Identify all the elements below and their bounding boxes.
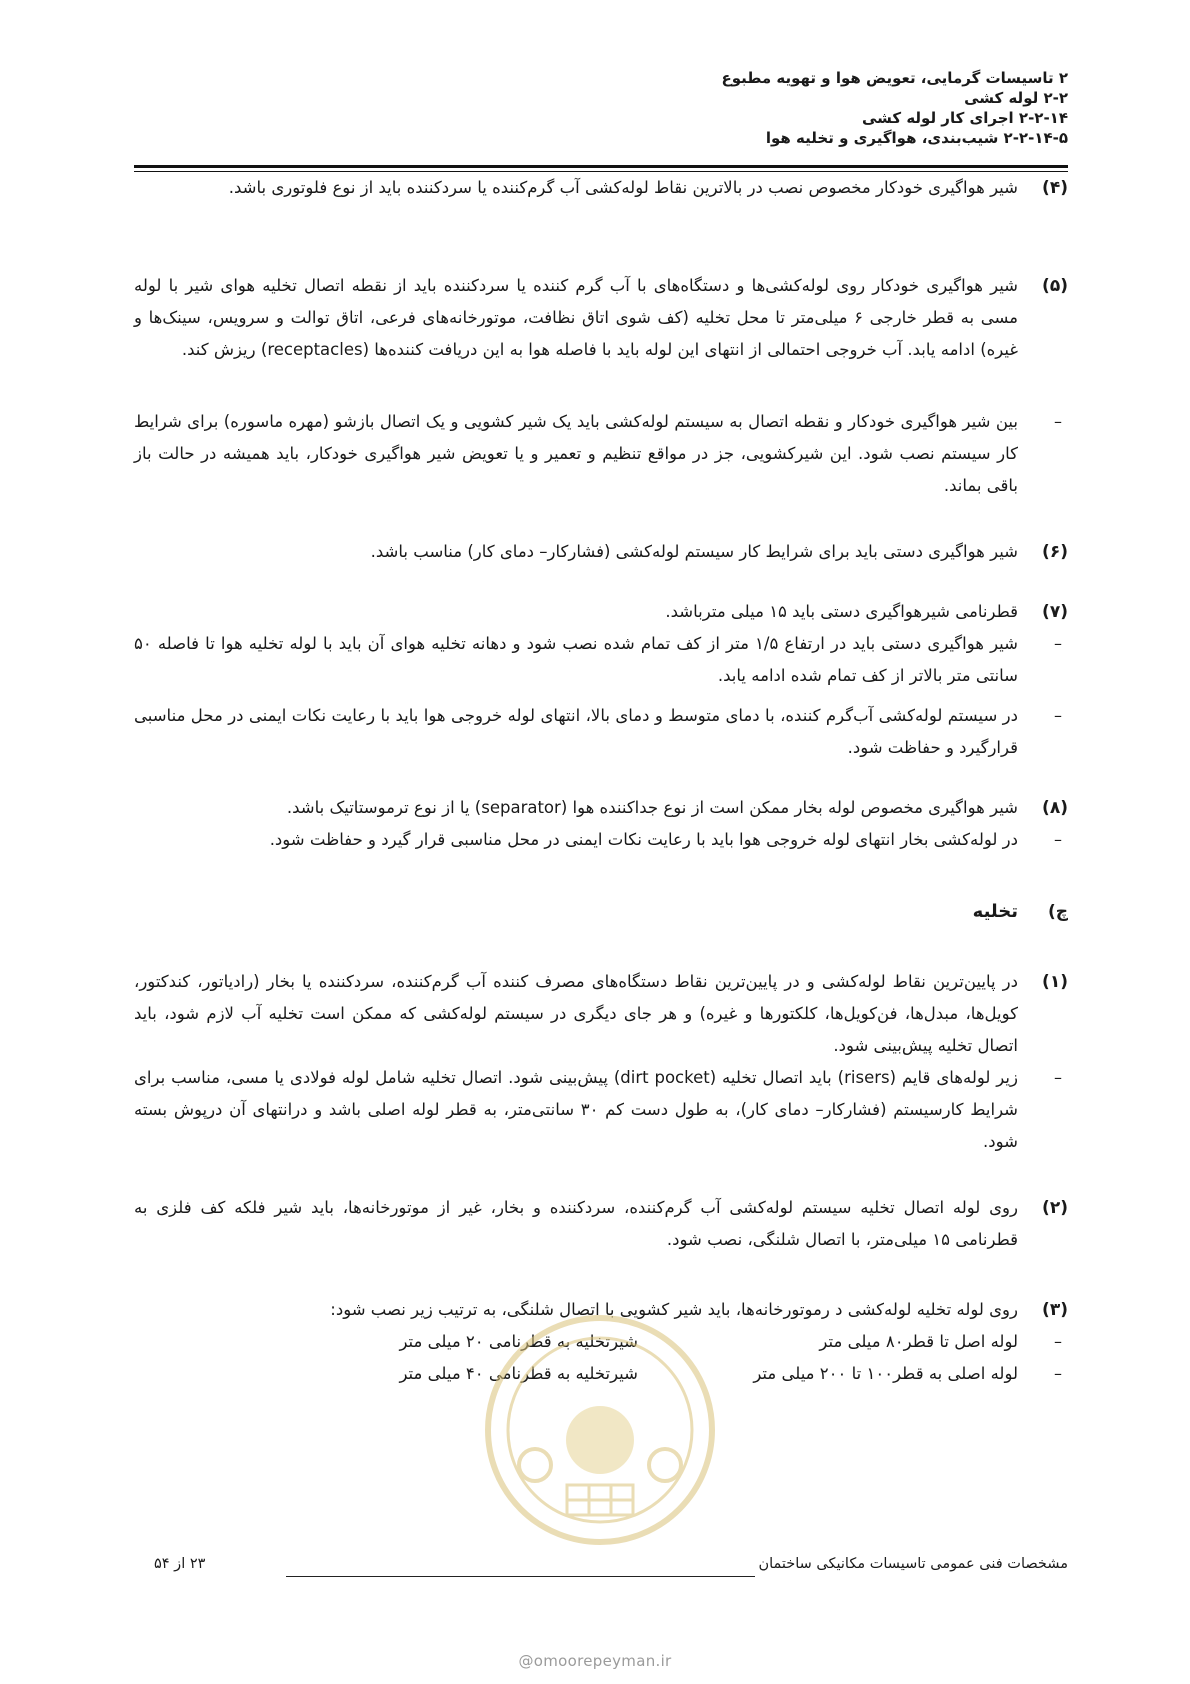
item-7 [134, 596, 1068, 628]
header-subsection: ۲-۲-۱۴ اجرای کار لوله کشی [861, 109, 1068, 127]
item-text: روی لوله اتصال تخلیه سیستم لوله‌کشی آب گرم‌کننده، سردکننده و بخار، غیر از موتورخانه‌ها، باید شیر فلکه کف فلزی به قطرنامی ۱۵ میلی‌متر، با اتصال شلنگی، نصب شود. [134, 1198, 1018, 1249]
item-number: (۳) [1042, 1300, 1068, 1320]
item-text: در پایین‌ترین نقاط لوله‌کشی و در پایین‌ترین نقاط دستگاه‌های مصرف کننده آب گرم‌کننده، سردکننده یا بخار (رادیاتور، کندکتور، کویل‌ها، مبدل‌ها، فن‌کویل‌ها، کلکتورها و غیره) و هر جای دیگری در سیستم لوله‌کشی که ممکن است تخلیه آب لازم شود، باید اتصال تخلیه پیش‌بینی شود. [134, 972, 1018, 1055]
section-letter: چ) [1047, 902, 1068, 922]
item-text: قطرنامی شیرهواگیری دستی باید ۱۵ میلی مترباشد. [665, 602, 1018, 621]
item-4 [134, 172, 1068, 204]
item-8 [134, 792, 1068, 824]
item-number: (۷) [1042, 602, 1068, 622]
item-number: (۲) [1042, 1198, 1068, 1218]
watermark-url: @omoorepeyman.ir [518, 1652, 672, 1670]
bullet-dash: – [1054, 1332, 1062, 1351]
item-text: شیر هواگیری خودکار روی لوله‌کشی‌ها و دستگاه‌های با آب گرم کننده یا سردکننده باید از نقطه اتصال تخلیه هوای شیر با لوله مسی به قطر خارجی ۶ میلی‌متر تا محل تخلیه (کف شوی اتاق نظافت، موتورخانه‌های فرعی، اتاق توالت و سرویس، سینک‌ها و غیره) ادامه یابد. آب خروجی احتمالی از انتهای این لوله باید با فاصله هوا به این دریافت کننده‌ها (receptacles) ریزش کند. [134, 276, 1018, 359]
header-rule-thick [134, 165, 1068, 168]
bullet-text: در سیستم لوله‌کشی آب‌گرم کننده، با دمای متوسط و دمای بالا، انتهای لوله خروجی هوا باید با رعایت نکات ایمنی در محل مناسبی قرارگیرد و حفاظت شود. [134, 706, 1018, 757]
page-footer [134, 1556, 1068, 1586]
page-header [368, 68, 1068, 148]
item-number: (۴) [1042, 178, 1068, 198]
item-text: شیر هواگیری خودکار مخصوص نصب در بالاترین نقاط لوله‌کشی آب گرم‌کننده یا سردکننده باید از نوع فلوتوری باشد. [228, 178, 1018, 197]
bullet-text: شیر هواگیری دستی باید در ارتفاع ۱/۵ متر از کف تمام شده نصب شود و دهانه تخلیه هوای آن باید با لوله تخلیه هوا تا فاصله ۵۰ سانتی متر بالاتر از کف تمام شده ادامه یابد. [134, 634, 1018, 685]
bullet-text: بین شیر هواگیری خودکار و نقطه اتصال به سیستم لوله‌کشی باید یک شیر کشویی و یک اتصال بازشو (مهره ماسوره) برای شرایط کار سیستم نصب شود. این شیرکشویی، جز در مواقع تنظیم و تعمیر و یا تعویض شیر هواگیری خودکار، باید همیشه در حالت باز باقی بماند. [134, 412, 1018, 495]
item-8-bullet [134, 824, 1068, 856]
item-number: (۶) [1042, 542, 1068, 562]
bullet-dash: – [1054, 1068, 1062, 1087]
header-chapter: ۲ تاسیسات گرمایی، تعویض هوا و تهویه مطبوع [721, 69, 1068, 87]
bullet-dash: – [1054, 634, 1062, 653]
main-pipe-size: لوله اصلی به قطر۱۰۰ تا ۲۰۰ میلی متر [753, 1364, 1018, 1383]
item-6 [134, 536, 1068, 568]
bullet-text: زیر لوله‌های قایم (risers) باید اتصال تخلیه (dirt pocket) پیش‌بینی شود. اتصال تخلیه شامل لوله فولادی یا مسی، مناسب برای شرایط کارسیستم (فشارکار– دمای کار)، به طول دست کم ۳۰ سانتی‌متر، به قطر لوله اصلی باشد و درانتهای آن درپوش بسته شود. [134, 1068, 1018, 1151]
item-5-bullet [134, 406, 1068, 502]
drain-valve-size: شیرتخلیه به قطرنامی ۴۰ میلی متر [399, 1364, 638, 1383]
item-text: شیر هواگیری دستی باید برای شرایط کار سیستم لوله‌کشی (فشارکار– دمای کار) مناسب باشد. [370, 542, 1018, 561]
drain-item-2 [134, 1192, 1068, 1256]
bullet-dash: – [1054, 412, 1062, 431]
bullet-dash: – [1054, 830, 1062, 849]
footer-title: مشخصات فنی عمومی تاسیسات مکانیکی ساختمان [758, 1556, 1068, 1572]
bullet-dash: – [1054, 1364, 1062, 1383]
drain-valve-size: شیرتخلیه به قطرنامی ۲۰ میلی متر [399, 1332, 638, 1351]
watermark-seal [475, 1305, 725, 1555]
item-number: (۵) [1042, 276, 1068, 296]
drain-item-1-bullet [134, 1062, 1068, 1158]
item-text: روی لوله تخلیه لوله‌کشی د رموتورخانه‌ها، باید شیر کشویی با اتصال شلنگی، به ترتیب زیر نصب شود: [330, 1300, 1018, 1319]
item-7-bullet-2 [134, 700, 1068, 764]
header-topic: ۲-۲-۱۴-۵ شیب‌بندی، هواگیری و تخلیه هوا [765, 129, 1068, 147]
item-text: شیر هواگیری مخصوص لوله بخار ممکن است از نوع جداکننده هوا (separator) یا از نوع ترموستاتیک باشد. [286, 798, 1018, 817]
header-section: ۲-۲ لوله کشی [964, 89, 1068, 107]
bullet-dash: – [1054, 706, 1062, 725]
main-pipe-size: لوله اصل تا قطر۸۰ میلی متر [819, 1332, 1018, 1351]
item-5 [134, 270, 1068, 366]
item-number: (۱) [1042, 972, 1068, 992]
section-heading [134, 896, 1068, 928]
footer-rule [286, 1576, 755, 1577]
bullet-text: در لوله‌کشی بخار انتهای لوله خروجی هوا باید با رعایت نکات ایمنی در محل مناسبی قرار گیرد و حفاظت شود. [269, 830, 1018, 849]
item-number: (۸) [1042, 798, 1068, 818]
page-number: ۲۳ از ۵۴ [154, 1556, 206, 1572]
section-title: تخلیه [972, 901, 1018, 922]
drain-item-1 [134, 966, 1068, 1062]
item-7-bullet-1 [134, 628, 1068, 692]
